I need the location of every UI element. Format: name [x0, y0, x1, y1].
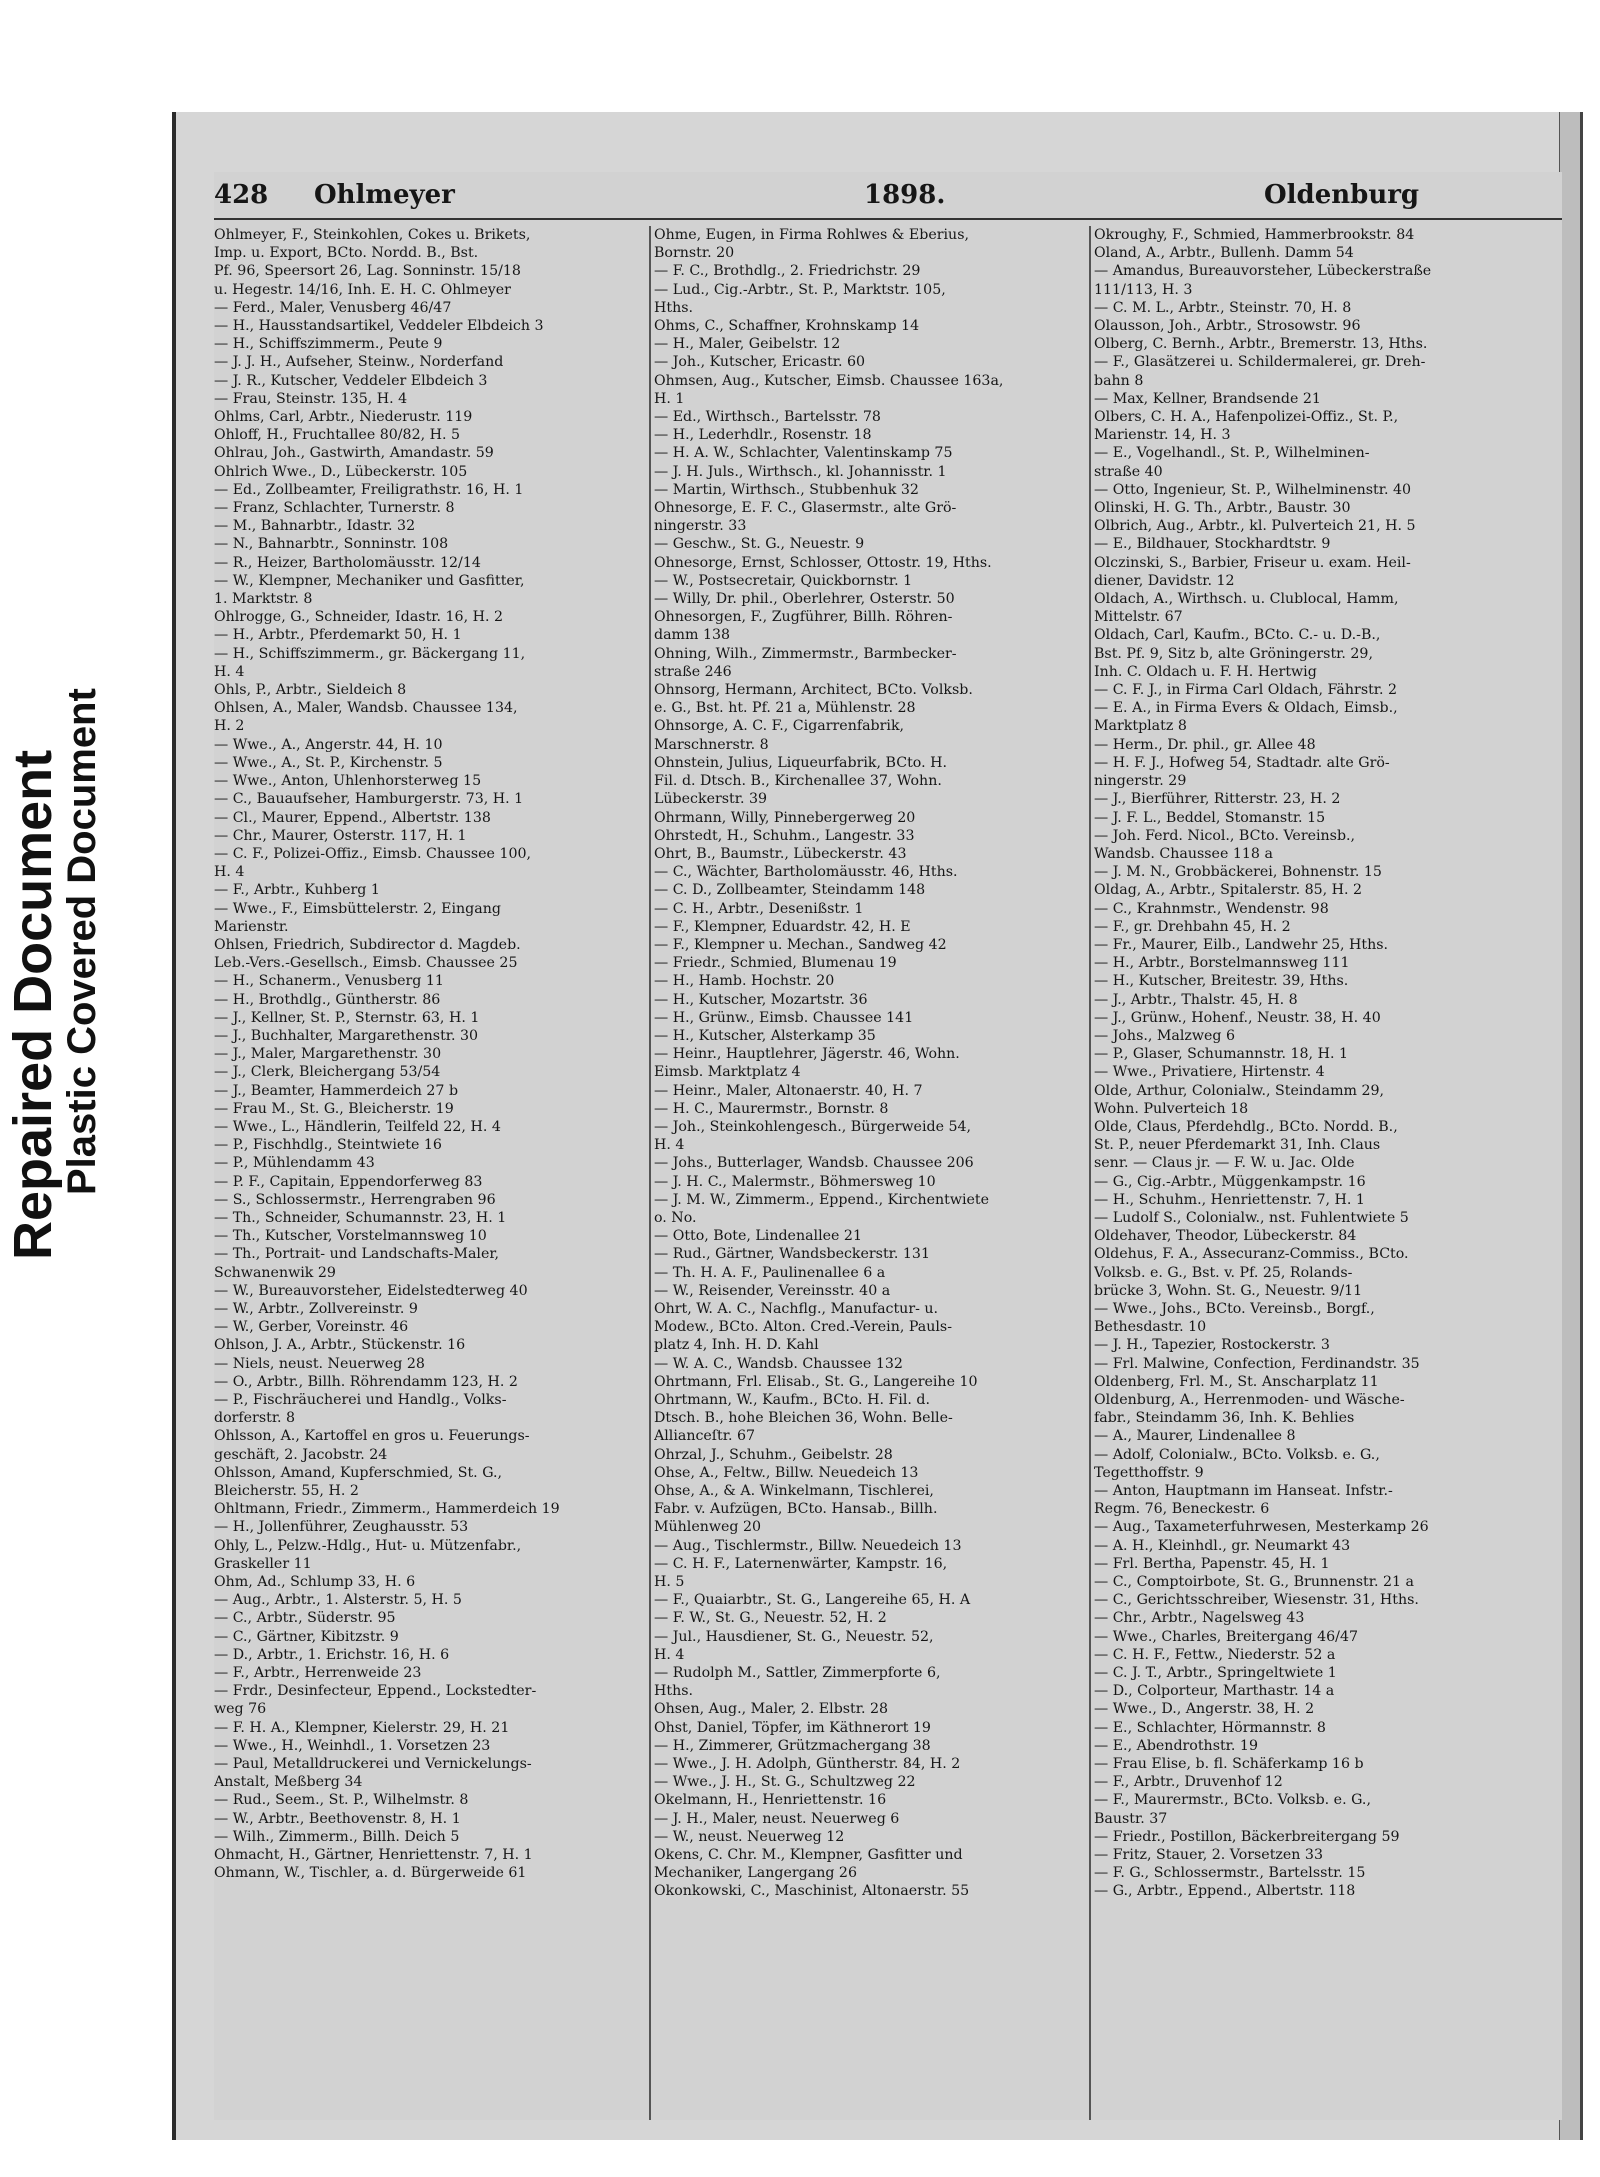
directory-entry: Mechaniker, Langergang 26: [654, 1865, 857, 1882]
directory-entry: Regm. 76, Beneckestr. 6: [1094, 1501, 1270, 1518]
directory-entry: Imp. u. Export, BCto. Nordd. B., Bst.: [214, 245, 479, 262]
directory-entry: — Wilh., Zimmerm., Billh. Deich 5: [214, 1828, 460, 1845]
directory-entry: — J. H. Juls., Wirthsch., kl. Johannisstr. 1: [654, 463, 947, 480]
directory-entry: H. 4: [654, 1646, 685, 1663]
directory-entry: — P., Glaser, Schumannstr. 18, H. 1: [1094, 1046, 1348, 1063]
directory-entry: bahn 8: [1094, 372, 1144, 389]
directory-entry: dorferstr. 8: [214, 1410, 296, 1427]
directory-entry: Ohrstedt, H., Schuhm., Langestr. 33: [654, 827, 915, 844]
directory-entry: St. P., neuer Pferdemarkt 31, Inh. Claus: [1094, 1137, 1381, 1154]
directory-entry: — Anton, Hauptmann im Hanseat. Infstr.-: [1094, 1483, 1393, 1500]
directory-entry: — Aug., Arbtr., 1. Alsterstr. 5, H. 5: [214, 1592, 462, 1609]
directory-entry: — F., gr. Drehbahn 45, H. 2: [1094, 918, 1291, 935]
directory-entry: — C., Krahnmstr., Wendenstr. 98: [1094, 900, 1329, 917]
directory-entry: — Wwe., Johs., BCto. Vereinsb., Borgf.,: [1094, 1300, 1375, 1317]
directory-entry: — H., Schuhm., Henriettenstr. 7, H. 1: [1094, 1191, 1365, 1208]
directory-entry: — J. R., Kutscher, Veddeler Elbdeich 3: [214, 372, 488, 389]
directory-entry: Wandsb. Chaussee 118 a: [1094, 845, 1273, 862]
directory-entry: — H., Jollenführer, Zeughausstr. 53: [214, 1519, 469, 1536]
directory-entry: Hths.: [654, 1683, 694, 1700]
directory-entry: — J., Bierführer, Ritterstr. 23, H. 2: [1094, 791, 1341, 808]
directory-entry: — F. W., St. G., Neuestr. 52, H. 2: [654, 1610, 887, 1627]
directory-entry: — C., Comptoirbote, St. G., Brunnenstr. 21 a: [1094, 1574, 1415, 1591]
directory-entry: Bethesdastr. 10: [1094, 1319, 1207, 1336]
page-number: 428: [214, 180, 269, 210]
directory-entry: Ohrtmann, W., Kaufm., BCto. H. Fil. d.: [654, 1392, 930, 1408]
directory-entry: Olbers, C. H. A., Hafenpolizei-Offiz., St. P.,: [1094, 409, 1399, 426]
directory-entry: — J. M. W., Zimmerm., Eppend., Kirchentwiete: [654, 1191, 990, 1208]
directory-entry: — E., Abendrothstr. 19: [1094, 1737, 1258, 1754]
directory-entry: — J. M. N., Grobbäckerei, Bohnenstr. 15: [1094, 864, 1382, 881]
directory-entry: Oldag, A., Arbtr., Spitalerstr. 85, H. 2: [1094, 882, 1363, 899]
directory-entry: Leb.-Vers.-Gesellsch., Eimsb. Chaussee 25: [214, 955, 518, 972]
directory-entry: — R., Heizer, Bartholomäusstr. 12/14: [214, 554, 481, 571]
directory-entry: — Aug., Taxameterfuhrwesen, Mesterkamp 26: [1094, 1519, 1429, 1536]
directory-entry: — H., Arbtr., Pferdemarkt 50, H. 1: [214, 627, 462, 644]
directory-entry: — W., Reisender, Vereinsstr. 40 a: [654, 1282, 891, 1299]
directory-entry: Okelmann, H., Henriettenstr. 16: [654, 1792, 887, 1809]
directory-entry: — Rudolph M., Sattler, Zimmerpforte 6,: [654, 1665, 941, 1682]
directory-entry: Ohlson, J. A., Arbtr., Stückenstr. 16: [214, 1337, 466, 1354]
directory-entry: Ohlsen, A., Maler, Wandsb. Chaussee 134,: [214, 700, 518, 717]
directory-entry: — Heinr., Hauptlehrer, Jägerstr. 46, Wohn.: [654, 1046, 960, 1063]
directory-entry: — F., Arbtr., Druvenhof 12: [1094, 1774, 1283, 1791]
running-head-left: Ohlmeyer: [314, 180, 455, 210]
directory-entry: — D., Colporteur, Marthastr. 14 a: [1094, 1683, 1335, 1700]
directory-entry: Ohnsorg, Hermann, Architect, BCto. Volksb.: [654, 682, 973, 699]
directory-entry: Ohrt, W. A. C., Nachflg., Manufactur- u.: [654, 1300, 939, 1317]
directory-entry: — J., Buchhalter, Margarethenstr. 30: [214, 1027, 479, 1044]
directory-entry: — A., Maurer, Lindenallee 8: [1094, 1428, 1296, 1445]
directory-entry: — H. A. W., Schlachter, Valentinskamp 75: [654, 445, 953, 462]
directory-entry: — W., Bureauvorsteher, Eidelstedterweg 40: [214, 1282, 528, 1299]
directory-entry: Dtsch. B., hohe Bleichen 36, Wohn. Belle-: [654, 1410, 953, 1427]
directory-entry: — Frau M., St. G., Bleicherstr. 19: [214, 1100, 454, 1117]
directory-entry: — Cl., Maurer, Eppend., Albertstr. 138: [214, 809, 491, 826]
directory-entry: Allianceſtr. 67: [654, 1428, 756, 1445]
directory-entry: — Friedr., Schmied, Blumenau 19: [654, 955, 897, 972]
directory-column-2: [654, 226, 1086, 2120]
directory-entry: — Wwe., Charles, Breitergang 46/47: [1094, 1628, 1358, 1645]
directory-entry: Inh. C. Oldach u. F. H. Hertwig: [1094, 663, 1317, 680]
directory-entry: — Frdr., Desinfecteur, Eppend., Lockstedter-: [214, 1683, 537, 1700]
directory-entry: Ohrt, B., Baumstr., Lübeckerstr. 43: [654, 845, 907, 862]
directory-entry: — H., Grünw., Eimsb. Chaussee 141: [654, 1009, 914, 1026]
directory-entry: Fabr. v. Aufzügen, BCto. Hansab., Billh.: [654, 1501, 938, 1518]
directory-entry: — O., Arbtr., Billh. Röhrendamm 123, H. 2: [214, 1373, 518, 1390]
directory-entry: — Th. H. A. F., Paulinenallee 6 a: [654, 1264, 886, 1281]
directory-entry: Ohnstein, Julius, Liqueurfabrik, BCto. H.: [654, 754, 947, 771]
directory-entry: Graskeller 11: [214, 1555, 312, 1572]
directory-entry: — H., Schiffszimmerm., Peute 9: [214, 336, 443, 353]
directory-entry: Ohrtmann, Frl. Elisab., St. G., Langereihe 10: [654, 1373, 978, 1390]
directory-entry: — G., Arbtr., Eppend., Albertstr. 118: [1094, 1883, 1356, 1900]
directory-entry: H. 1: [654, 390, 685, 407]
directory-entry: Ohning, Wilh., Zimmermstr., Barmbecker-: [654, 645, 957, 662]
directory-entry: o. No.: [654, 1209, 697, 1226]
directory-entry: — E. A., in Firma Evers & Oldach, Eimsb.,: [1094, 700, 1398, 717]
directory-entry: — F., Arbtr., Kuhberg 1: [214, 882, 380, 899]
directory-entry: — Ludolf S., Colonialw., nst. Fuhlentwiete 5: [1094, 1209, 1409, 1226]
directory-entry: brücke 3, Wohn. St. G., Neuestr. 9/11: [1094, 1282, 1363, 1299]
directory-entry: — H., Kutscher, Breitestr. 39, Hths.: [1094, 973, 1349, 990]
plastic-covered-label: Plastic Covered Document: [60, 688, 104, 1195]
directory-entry: Wohn. Pulverteich 18: [1094, 1100, 1249, 1117]
directory-entry: Ohlsson, Amand, Kupferschmied, St. G.,: [214, 1464, 503, 1481]
directory-entry: — W. A. C., Wandsb. Chaussee 132: [654, 1355, 903, 1372]
directory-entry: — Wwe., D., Angerstr. 38, H. 2: [1094, 1701, 1315, 1718]
directory-entry: — F., Arbtr., Herrenweide 23: [214, 1665, 422, 1682]
directory-entry: — W., Postsecretair, Quickbornstr. 1: [654, 572, 913, 589]
directory-entry: — C., Gärtner, Kibitzstr. 9: [214, 1628, 399, 1645]
directory-entry: Ohms, C., Schaffner, Krohnskamp 14: [654, 318, 920, 335]
directory-entry: Ohse, A., Feltw., Billw. Neuedeich 13: [654, 1464, 919, 1481]
directory-entry: — C. F., Polizei-Offiz., Eimsb. Chaussee 100,: [214, 845, 532, 862]
directory-entry: — C. M. L., Arbtr., Steinstr. 70, H. 8: [1094, 299, 1352, 316]
directory-entry: — H., Schanerm., Venusberg 11: [214, 973, 444, 990]
directory-entry: — Rud., Gärtner, Wandsbeckerstr. 131: [654, 1246, 930, 1263]
directory-entry: Okroughy, F., Schmied, Hammerbrookstr. 84: [1094, 227, 1415, 243]
directory-entry: — C. H. F., Laternenwärter, Kampstr. 16,: [654, 1555, 948, 1572]
directory-entry: Ohlrich Wwe., D., Lübeckerstr. 105: [214, 463, 468, 480]
directory-entry: — Herm., Dr. phil., gr. Allee 48: [1094, 736, 1316, 753]
directory-entry: Ohrzal, J., Schuhm., Geibelstr. 28: [654, 1446, 893, 1463]
directory-entry: Fil. d. Dtsch. B., Kirchenallee 37, Wohn.: [654, 773, 942, 790]
document-page: [172, 112, 1583, 2140]
directory-entry: Okens, C. Chr. M., Klempner, Gasfitter und: [654, 1847, 963, 1864]
directory-entry: Volksb. e. G., Bst. v. Pf. 25, Rolands-: [1094, 1264, 1353, 1281]
directory-entry: — Joh. Ferd. Nicol., BCto. Vereinsb.,: [1094, 827, 1356, 844]
directory-entry: Ohst, Daniel, Töpfer, im Käthnerort 19: [654, 1719, 931, 1736]
directory-entry: — H., Arbtr., Borstelmannsweg 111: [1094, 955, 1350, 972]
directory-entry: diener, Davidstr. 12: [1094, 572, 1235, 589]
directory-entry: H. 4: [214, 864, 245, 881]
directory-entry: — J., Maler, Margarethenstr. 30: [214, 1046, 442, 1063]
directory-entry: — Max, Kellner, Brandsende 21: [1094, 390, 1321, 407]
directory-entry: — N., Bahnarbtr., Sonninstr. 108: [214, 536, 449, 553]
directory-entry: — Aug., Tischlermstr., Billw. Neuedeich 13: [654, 1537, 962, 1554]
directory-entry: — Martin, Wirthsch., Stubbenhuk 32: [654, 481, 919, 498]
directory-entry: — J. H., Maler, neust. Neuerweg 6: [654, 1810, 900, 1827]
directory-entry: — Joh., Steinkohlengesch., Bürgerweide 54,: [654, 1118, 972, 1135]
directory-entry: — J., Beamter, Hammerdeich 27 b: [214, 1082, 459, 1099]
directory-entry: ningerstr. 29: [1094, 773, 1187, 790]
directory-entry: — Frl. Malwine, Confection, Ferdinandstr. 35: [1094, 1355, 1420, 1372]
directory-entry: — Paul, Metalldruckerei und Vernickelungs-: [214, 1756, 532, 1773]
directory-entry: — C. H., Arbtr., Desenißstr. 1: [654, 900, 864, 917]
directory-entry: Ohnesorge, Ernst, Schlosser, Ottostr. 19, Hths.: [654, 554, 992, 571]
directory-entry: Anstalt, Meßberg 34: [214, 1774, 363, 1791]
directory-column-1: [214, 226, 646, 2120]
directory-entry: — Otto, Bote, Lindenallee 21: [654, 1228, 862, 1245]
directory-entry: — Adolf, Colonialw., BCto. Volksb. e. G.,: [1094, 1446, 1380, 1463]
directory-entry: Ohsen, Aug., Maler, 2. Elbstr. 28: [654, 1701, 889, 1718]
directory-entry: Ohnesorge, E. F. C., Glasermstr., alte Grö-: [654, 500, 957, 517]
directory-entry: Marienstr. 14, H. 3: [1094, 427, 1231, 444]
directory-entry: — C., Arbtr., Süderstr. 95: [214, 1610, 396, 1627]
directory-entry: — H., Hausstandsartikel, Veddeler Elbdeich 3: [214, 318, 544, 335]
directory-entry: damm 138: [654, 627, 731, 644]
directory-entry: — Th., Kutscher, Vorstelmannsweg 10: [214, 1228, 487, 1245]
directory-entry: — Frau Elise, b. fl. Schäferkamp 16 b: [1094, 1756, 1364, 1773]
directory-entry: — Geschw., St. G., Neuestr. 9: [654, 536, 865, 553]
directory-entry: — M., Bahnarbtr., Idastr. 32: [214, 518, 416, 535]
directory-entry: — P. F., Capitain, Eppendorferweg 83: [214, 1173, 483, 1190]
directory-entry: — J. F. L., Beddel, Stomanstr. 15: [1094, 809, 1326, 826]
running-head-right: Oldenburg: [1264, 180, 1420, 210]
directory-entry: — F., Quaiarbtr., St. G., Langereihe 65, H. A: [654, 1592, 971, 1609]
directory-entry: — Wwe., A., St. P., Kirchenstr. 5: [214, 754, 443, 771]
directory-entry: — Wwe., J. H., St. G., Schultzweg 22: [654, 1774, 916, 1791]
directory-entry: — J. H., Tapezier, Rostockerstr. 3: [1094, 1337, 1330, 1354]
directory-entry: 111/113, H. 3: [1094, 281, 1193, 298]
directory-entry: Oldach, Carl, Kaufm., BCto. C.- u. D.-B.,: [1094, 627, 1381, 644]
directory-entry: Mittelstr. 67: [1094, 609, 1183, 626]
directory-entry: — Fritz, Stauer, 2. Vorsetzen 33: [1094, 1847, 1323, 1864]
directory-entry: e. G., Bst. ht. Pf. 21 a, Mühlenstr. 28: [654, 700, 916, 717]
directory-entry: Marschnerstr. 8: [654, 736, 769, 753]
directory-entry: — J. J. H., Aufseher, Steinw., Norderfand: [214, 354, 504, 371]
directory-entry: Lübeckerstr. 39: [654, 791, 768, 808]
directory-entry: — G., Cig.-Arbtr., Müggenkampstr. 16: [1094, 1173, 1366, 1190]
page-content: [214, 172, 1562, 2120]
directory-entry: Modew., BCto. Alton. Cred.-Verein, Pauls-: [654, 1319, 952, 1336]
directory-entry: senr. — Claus jr. — F. W. u. Jac. Olde: [1094, 1155, 1355, 1172]
directory-entry: — W., Klempner, Mechaniker und Gasfitter,: [214, 572, 525, 589]
directory-entry: Bleicherstr. 55, H. 2: [214, 1483, 359, 1500]
directory-entry: Oldenberg, Frl. M., St. Anscharplatz 11: [1094, 1373, 1379, 1390]
directory-entry: — F., Glasätzerei u. Schildermalerei, gr. Dreh-: [1094, 354, 1426, 371]
directory-entry: Olde, Arthur, Colonialw., Steindamm 29,: [1094, 1082, 1385, 1099]
directory-entry: — E., Schlachter, Hörmannstr. 8: [1094, 1719, 1326, 1736]
directory-entry: — C. F. J., in Firma Carl Oldach, Fährstr. 2: [1094, 682, 1398, 699]
directory-entry: — Niels, neust. Neuerweg 28: [214, 1355, 425, 1372]
directory-entry: Ohmsen, Aug., Kutscher, Eimsb. Chaussee 163a,: [654, 372, 1004, 389]
directory-entry: Marktplatz 8: [1094, 718, 1187, 735]
directory-entry: Ohm, Ad., Schlump 33, H. 6: [214, 1574, 416, 1591]
directory-entry: — E., Vogelhandl., St. P., Wilhelminen-: [1094, 445, 1370, 462]
directory-entry: — J., Grünw., Hohenf., Neustr. 38, H. 40: [1094, 1009, 1381, 1026]
directory-entry: — E., Bildhauer, Stockhardtstr. 9: [1094, 536, 1331, 553]
directory-column-3: [1094, 226, 1526, 2120]
side-label: [0, 0, 130, 2177]
directory-entry: — J., Clerk, Bleichergang 53/54: [214, 1064, 441, 1081]
directory-entry: — Chr., Maurer, Osterstr. 117, H. 1: [214, 827, 467, 844]
directory-entry: — F. H. A., Klempner, Kielerstr. 29, H. 21: [214, 1719, 510, 1736]
directory-entry: — S., Schlossermstr., Herrengraben 96: [214, 1191, 496, 1208]
directory-entry: — J., Kellner, St. P., Sternstr. 63, H. 1: [214, 1009, 480, 1026]
directory-entry: Ohnsorge, A. C. F., Cigarrenfabrik,: [654, 718, 905, 735]
directory-entry: straße 246: [654, 663, 732, 680]
directory-entry: Baustr. 37: [1094, 1810, 1168, 1827]
page-fold: [1559, 112, 1580, 2140]
directory-entry: — Th., Portrait- und Landschafts-Maler,: [214, 1246, 500, 1263]
directory-entry: — D., Arbtr., 1. Erichstr. 16, H. 6: [214, 1646, 450, 1663]
directory-entry: Ohls, P., Arbtr., Sieldeich 8: [214, 682, 407, 699]
directory-entry: Oland, A., Arbtr., Bullenh. Damm 54: [1094, 245, 1354, 262]
directory-entry: H. 2: [214, 718, 245, 735]
directory-entry: — J., Arbtr., Thalstr. 45, H. 8: [1094, 991, 1298, 1008]
directory-entry: Bst. Pf. 9, Sitz b, alte Gröningerstr. 29,: [1094, 645, 1373, 662]
directory-entry: — J. H. C., Malermstr., Böhmersweg 10: [654, 1173, 936, 1190]
directory-entry: — A. H., Kleinhdl., gr. Neumarkt 43: [1094, 1537, 1351, 1554]
directory-entry: 1. Marktstr. 8: [214, 591, 313, 608]
directory-entry: — P., Fischhdlg., Steintwiete 16: [214, 1137, 442, 1154]
directory-entry: — C., Wächter, Bartholomäusstr. 46, Hths.: [654, 864, 958, 881]
directory-entry: fabr., Steindamm 36, Inh. K. Behlies: [1094, 1410, 1355, 1427]
directory-entry: Ohlms, Carl, Arbtr., Niederustr. 119: [214, 409, 473, 426]
directory-entry: Oldehaver, Theodor, Lübeckerstr. 84: [1094, 1228, 1357, 1245]
directory-entry: Ohlsen, Friedrich, Subdirector d. Magdeb.: [214, 936, 521, 953]
directory-entry: — P., Fischräucherei und Handlg., Volks-: [214, 1392, 507, 1408]
directory-entry: — P., Mühlendamm 43: [214, 1155, 375, 1172]
directory-entry: — W., neust. Neuerweg 12: [654, 1828, 845, 1845]
directory-entry: Ohmacht, H., Gärtner, Henriettenstr. 7, H. 1: [214, 1847, 533, 1864]
directory-entry: — H., Maler, Geibelstr. 12: [654, 336, 841, 353]
directory-entry: — Th., Schneider, Schumannstr. 23, H. 1: [214, 1209, 507, 1226]
directory-entry: — Friedr., Postillon, Bäckerbreitergang 59: [1094, 1828, 1400, 1845]
directory-entry: Olbrich, Aug., Arbtr., kl. Pulverteich 21, H. 5: [1094, 518, 1416, 535]
directory-entry: Ohlrau, Joh., Gastwirth, Amandastr. 59: [214, 445, 494, 462]
directory-entry: — C., Gerichtsschreiber, Wiesenstr. 31, Hths.: [1094, 1592, 1419, 1609]
directory-entry: Oldach, A., Wirthsch. u. Clublocal, Hamm,: [1094, 591, 1399, 608]
repaired-document-label: Repaired Document: [3, 749, 63, 1260]
directory-entry: Olberg, C. Bernh., Arbtr., Bremerstr. 13, Hths.: [1094, 336, 1428, 353]
directory-entry: — Lud., Cig.-Arbtr., St. P., Marktstr. 105,: [654, 281, 946, 298]
directory-entry: — Wwe., F., Eimsbüttelerstr. 2, Eingang: [214, 900, 501, 917]
directory-entry: H. 4: [214, 663, 245, 680]
running-head-year: 1898.: [864, 180, 946, 210]
directory-entry: Okonkowski, C., Maschinist, Altonaerstr. 55: [654, 1883, 970, 1900]
directory-entry: platz 4, Inh. H. D. Kahl: [654, 1337, 819, 1354]
directory-entry: ningerstr. 33: [654, 518, 747, 535]
directory-entry: H. 5: [654, 1574, 685, 1591]
directory-entry: — H., Hamb. Hochstr. 20: [654, 973, 835, 990]
directory-entry: — Wwe., Anton, Uhlenhorsterweg 15: [214, 773, 482, 790]
directory-entry: — Johs., Butterlager, Wandsb. Chaussee 206: [654, 1155, 974, 1172]
directory-entry: Ohlmeyer, F., Steinkohlen, Cokes u. Brikets,: [214, 227, 531, 243]
directory-entry: — F., Maurermstr., BCto. Volksb. e. G.,: [1094, 1792, 1371, 1809]
directory-entry: — C., Bauaufseher, Hamburgerstr. 73, H. 1: [214, 791, 524, 808]
directory-entry: — H., Schiffszimmerm., gr. Bäckergang 11,: [214, 645, 526, 662]
directory-entry: — H., Lederhdlr., Rosenstr. 18: [654, 427, 872, 444]
directory-entry: Olczinski, S., Barbier, Friseur u. exam. Heil-: [1094, 554, 1411, 571]
directory-entry: Ohlrogge, G., Schneider, Idastr. 16, H. 2: [214, 609, 504, 626]
directory-entry: — Wwe., Privatiere, Hirtenstr. 4: [1094, 1064, 1325, 1081]
directory-entry: — C. D., Zollbeamter, Steindamm 148: [654, 882, 926, 899]
directory-entry: — H., Zimmerer, Grützmachergang 38: [654, 1737, 931, 1754]
directory-entry: Mühlenweg 20: [654, 1519, 762, 1536]
directory-entry: — C. J. T., Arbtr., Springeltwiete 1: [1094, 1665, 1337, 1682]
directory-entry: Ohme, Eugen, in Firma Rohlwes & Eberius,: [654, 227, 969, 243]
directory-entry: u. Hegestr. 14/16, Inh. E. H. C. Ohlmeyer: [214, 281, 511, 298]
column-divider: [1089, 226, 1091, 2120]
directory-entry: Tegetthoffstr. 9: [1094, 1464, 1204, 1481]
directory-entry: — W., Arbtr., Zollvereinstr. 9: [214, 1300, 418, 1317]
directory-entry: — Heinr., Maler, Altonaerstr. 40, H. 7: [654, 1082, 923, 1099]
directory-entry: — Frau, Steinstr. 135, H. 4: [214, 390, 408, 407]
directory-entry: — Ed., Wirthsch., Bartelsstr. 78: [654, 409, 881, 426]
directory-entry: Marienstr.: [214, 918, 289, 935]
directory-entry: — H. C., Maurermstr., Bornstr. 8: [654, 1100, 889, 1117]
directory-entry: — Chr., Arbtr., Nagelsweg 43: [1094, 1610, 1305, 1627]
page-header: [214, 172, 1562, 220]
directory-entry: Hths.: [654, 299, 694, 316]
directory-entry: — Rud., Seem., St. P., Wilhelmstr. 8: [214, 1792, 469, 1809]
directory-entry: — Wwe., L., Händlerin, Teilfeld 22, H. 4: [214, 1118, 501, 1135]
header-rule: [214, 218, 1562, 220]
directory-entry: Schwanenwik 29: [214, 1264, 336, 1281]
directory-entry: H. 4: [654, 1137, 685, 1154]
directory-entry: — Wwe., H., Weinhdl., 1. Vorsetzen 23: [214, 1737, 491, 1754]
directory-entry: — Otto, Ingenieur, St. P., Wilhelminenstr. 40: [1094, 481, 1412, 498]
directory-entry: Eimsb. Marktplatz 4: [654, 1064, 801, 1081]
directory-entry: — H., Kutscher, Mozartstr. 36: [654, 991, 868, 1008]
directory-entry: — Ed., Zollbeamter, Freiligrathstr. 16, H. 1: [214, 481, 524, 498]
directory-entry: — H. F. J., Hofweg 54, Stadtadr. alte Grö-: [1094, 754, 1390, 771]
directory-entry: — Ferd., Maler, Venusberg 46/47: [214, 299, 452, 316]
directory-entry: straße 40: [1094, 463, 1163, 480]
directory-entry: — F. C., Brothdlg., 2. Friedrichstr. 29: [654, 263, 921, 280]
directory-entry: Ohmann, W., Tischler, a. d. Bürgerweide 61: [214, 1865, 527, 1882]
directory-entry: — Wwe., A., Angerstr. 44, H. 10: [214, 736, 443, 753]
directory-entry: Pf. 96, Speersort 26, Lag. Sonninstr. 15/18: [214, 263, 521, 280]
directory-entry: — Willy, Dr. phil., Oberlehrer, Osterstr. 50: [654, 591, 955, 608]
directory-entry: Ohrmann, Willy, Pinnebergerweg 20: [654, 809, 916, 826]
directory-entry: weg 76: [214, 1701, 267, 1718]
directory-entry: — F., Klempner u. Mechan., Sandweg 42: [654, 936, 947, 953]
directory-entry: Ohnesorgen, F., Zugführer, Billh. Röhren-: [654, 609, 953, 626]
directory-entry: — Fr., Maurer, Eilb., Landwehr 25, Hths.: [1094, 936, 1389, 953]
directory-entry: Ohltmann, Friedr., Zimmerm., Hammerdeich 19: [214, 1501, 560, 1518]
directory-entry: — Amandus, Bureauvorsteher, Lübeckerstraße: [1094, 263, 1432, 280]
directory-entry: — Jul., Hausdiener, St. G., Neuestr. 52,: [654, 1628, 934, 1645]
directory-entry: Oldenburg, A., Herrenmoden- und Wäsche-: [1094, 1392, 1405, 1408]
directory-entry: — F. G., Schlossermstr., Bartelsstr. 15: [1094, 1865, 1366, 1882]
directory-entry: Olausson, Joh., Arbtr., Strosowstr. 96: [1094, 318, 1361, 335]
directory-entry: Ohlsson, A., Kartoffel en gros u. Feuerungs-: [214, 1428, 530, 1445]
directory-entry: — C. H. F., Fettw., Niederstr. 52 a: [1094, 1646, 1336, 1663]
directory-entry: Bornstr. 20: [654, 245, 735, 262]
directory-entry: Olde, Claus, Pferdehdlg., BCto. Nordd. B.,: [1094, 1118, 1398, 1135]
directory-entry: — W., Arbtr., Beethovenstr. 8, H. 1: [214, 1810, 461, 1827]
directory-entry: geschäft, 2. Jacobstr. 24: [214, 1446, 388, 1463]
directory-entry: — W., Gerber, Voreinstr. 46: [214, 1319, 409, 1336]
directory-entry: — F., Klempner, Eduardstr. 42, H. E: [654, 918, 911, 935]
directory-entry: Oldehus, F. A., Assecuranz-Commiss., BCto.: [1094, 1246, 1409, 1263]
directory-entry: — Joh., Kutscher, Ericastr. 60: [654, 354, 866, 371]
directory-entry: Ohly, L., Pelzw.-Hdlg., Hut- u. Mützenfabr.,: [214, 1537, 522, 1554]
column-divider: [649, 226, 651, 2120]
directory-entry: — Franz, Schlachter, Turnerstr. 8: [214, 500, 455, 517]
directory-entry: Olinski, H. G. Th., Arbtr., Baustr. 30: [1094, 500, 1351, 517]
directory-entry: Ohloff, H., Fruchtallee 80/82, H. 5: [214, 427, 461, 444]
directory-entry: — Johs., Malzweg 6: [1094, 1027, 1236, 1044]
directory-entry: — H., Brothdlg., Güntherstr. 86: [214, 991, 441, 1008]
directory-entry: — H., Kutscher, Alsterkamp 35: [654, 1027, 876, 1044]
directory-entry: — Wwe., J. H. Adolph, Güntherstr. 84, H. 2: [654, 1756, 961, 1773]
directory-entry: — Frl. Bertha, Papenstr. 45, H. 1: [1094, 1555, 1330, 1572]
directory-entry: Ohse, A., & A. Winkelmann, Tischlerei,: [654, 1483, 934, 1500]
